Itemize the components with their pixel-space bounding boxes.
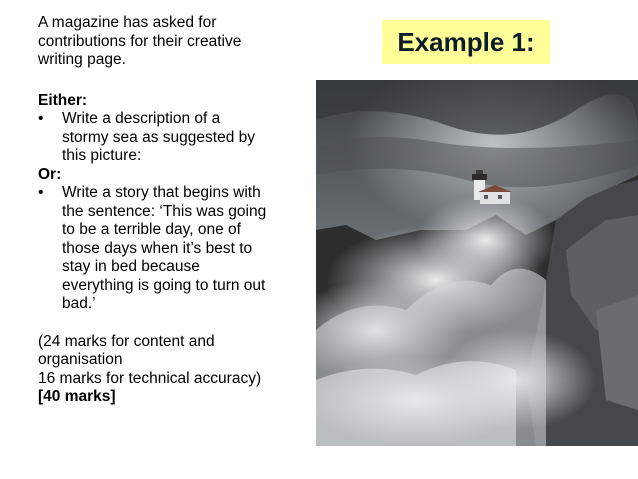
option-2-line: bad.’	[62, 295, 96, 312]
option-2-line: the sentence: ‘This was going	[62, 202, 267, 220]
option-1-line: stormy sea as suggested by	[62, 128, 255, 146]
or-heading: Or:	[38, 165, 62, 183]
marks-line: 16 marks for technical accuracy)	[38, 369, 262, 387]
prompt-line: writing page.	[38, 51, 126, 68]
marks-info	[38, 333, 310, 407]
option-1-item	[38, 110, 310, 166]
task-text	[38, 14, 310, 407]
bullet: •	[38, 184, 44, 201]
task-prompt	[38, 14, 310, 70]
either-heading: Either:	[38, 91, 88, 109]
bullet: •	[38, 110, 44, 127]
option-1-line: Write a description of a	[62, 110, 221, 127]
option-1-line: this picture:	[62, 147, 142, 164]
option-2-item	[38, 184, 310, 314]
prompt-line: contributions for their creative	[38, 32, 242, 50]
marks-line: (24 marks for content and	[38, 332, 215, 350]
stormy-sea-photo	[316, 80, 638, 446]
prompt-line: A magazine has asked for	[38, 14, 217, 31]
option-1-list	[38, 110, 310, 166]
marks-line: organisation	[38, 351, 123, 368]
option-2-line: those days when it’s best to	[62, 239, 253, 257]
option-2-line: everything is going to turn out	[62, 276, 266, 294]
option-2-line: Write a story that begins with	[62, 184, 261, 201]
marks-total: [40 marks]	[38, 388, 116, 405]
example-label: Example 1:	[382, 20, 550, 64]
option-2-line: stay in bed because	[62, 258, 200, 275]
option-2-list	[38, 184, 310, 314]
option-2-line: to be a terrible day, one of	[62, 221, 241, 238]
